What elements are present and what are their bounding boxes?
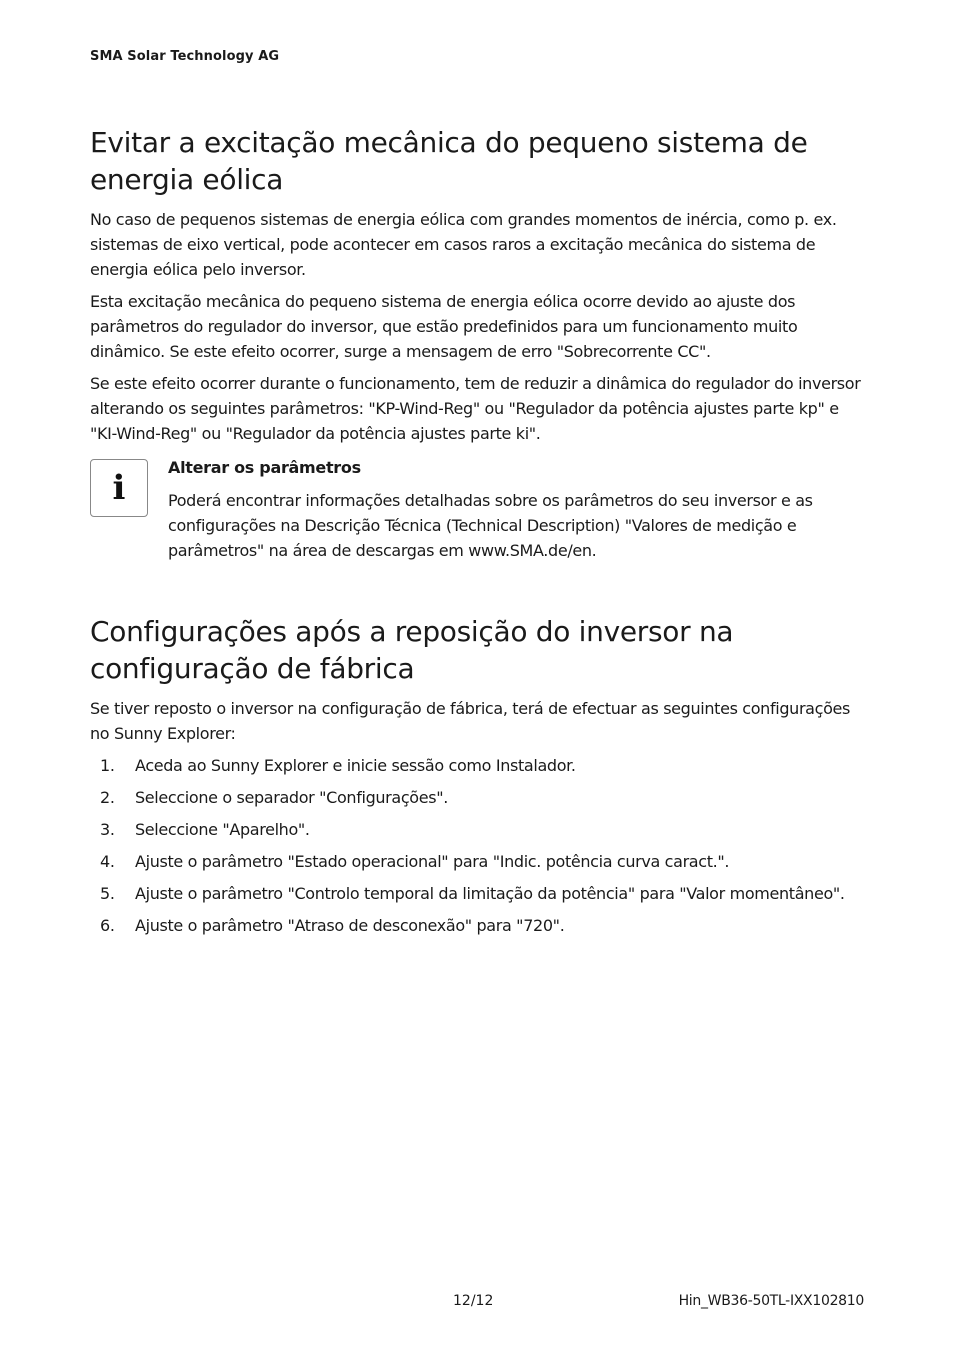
step-number: 6. [100, 916, 115, 935]
steps-list [90, 753, 865, 938]
page-number: 12/12 [453, 1293, 494, 1309]
step-text: Ajuste o parâmetro "Estado operacional" para "Indic. potência curva caract.". [135, 852, 730, 871]
section2-title: Configurações após a reposição do inversor na configuração de fábrica [90, 615, 734, 685]
step-number: 1. [100, 756, 115, 775]
list-item [90, 753, 865, 778]
section1-paragraph-3: Se este efeito ocorrer durante o funcionamento, tem de reduzir a dinâmica do regulador do inversor alterando os seguintes parâmetros: "KP-Wind-Reg" ou "Regulador da potência ajustes parte kp" e "KI-Wind-Reg" ou "Regulador da potência ajustes parte ki". [90, 374, 861, 443]
step-text: Ajuste o parâmetro "Atraso de desconexão" para "720". [135, 916, 565, 935]
step-text: Aceda ao Sunny Explorer e inicie sessão como Instalador. [135, 756, 576, 775]
company-header: SMA Solar Technology AG [90, 49, 280, 64]
step-number: 5. [100, 884, 115, 903]
step-number: 3. [100, 820, 115, 839]
note-body [168, 456, 865, 563]
step-text: Seleccione "Aparelho". [135, 820, 310, 839]
list-item [90, 817, 865, 842]
section2-intro: Se tiver reposto o inversor na configuração de fábrica, terá de efectuar as seguintes configurações no Sunny Explorer: [90, 699, 850, 743]
note-title: Alterar os parâmetros [168, 458, 361, 477]
section1-paragraph-1: No caso de pequenos sistemas de energia eólica com grandes momentos de inércia, como p. ex. sistemas de eixo vertical, pode acontecer em casos raros a excitação mecânica do sistema de energia eólica pelo inversor. [90, 210, 837, 279]
step-text: Ajuste o parâmetro "Controlo temporal da limitação da potência" para "Valor momentâneo". [135, 884, 845, 903]
document-body [90, 124, 865, 945]
section1-paragraph-2: Esta excitação mecânica do pequeno sistema de energia eólica ocorre devido ao ajuste dos parâmetros do regulador do inversor, que estão predefinidos para um funcionamento muito dinâmico. Se este efeito ocorrer, surge a mensagem de erro "Sobrecorrente CC". [90, 292, 798, 361]
section1-title: Evitar a excitação mecânica do pequeno sistema de energia eólica [90, 126, 808, 196]
step-number: 4. [100, 852, 115, 871]
step-text: Seleccione o separador "Configurações". [135, 788, 448, 807]
document-code: Hin_WB36-50TL-IXX102810 [678, 1293, 864, 1309]
list-item [90, 849, 865, 874]
list-item [90, 881, 865, 906]
info-note [90, 456, 865, 563]
step-number: 2. [100, 788, 115, 807]
list-item [90, 913, 865, 938]
info-icon: i [90, 459, 148, 517]
note-text: Poderá encontrar informações detalhadas sobre os parâmetros do seu inversor e as configurações na Descrição Técnica (Technical Description) "Valores de medição e parâmetros" na área de descargas em www.SMA.de/en. [168, 491, 813, 560]
list-item [90, 785, 865, 810]
